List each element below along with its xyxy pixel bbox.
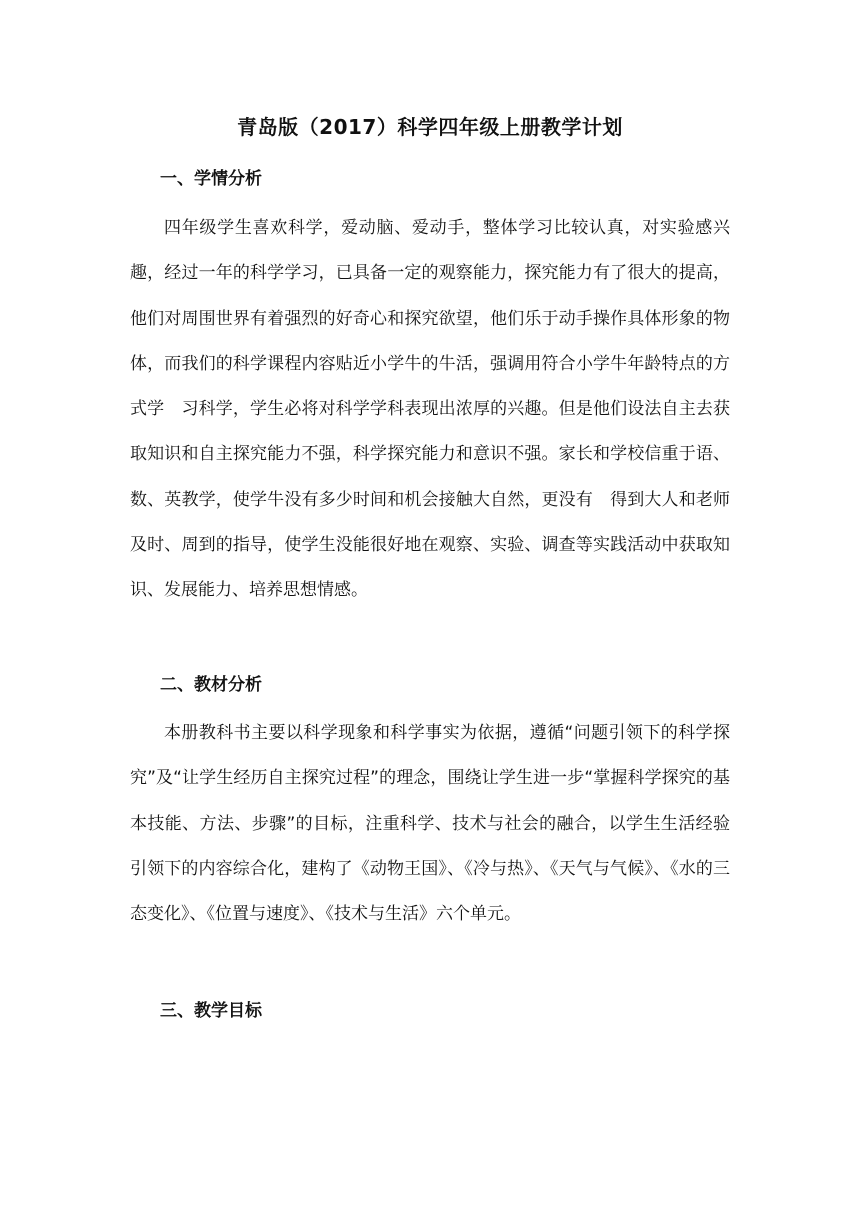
section-heading-learning-analysis: 一、学情分析 <box>160 169 262 189</box>
section-paragraph-learning-analysis: 四年级学生喜欢科学，爱动脑、爱动手，整体学习比较认真，对实验感兴趣，经过一年的科学学习，已具备一定的观察能力，探究能力有了很大的提高，他们对周围世界有着强烈的好奇心和探究欲望，他们乐于动手操作具体形象的物体，而我们的科学课程内容贴近小学牛的牛活，强调用符合小学牛年龄特点的方式学 习科学，学生必将对科学学科表现出浓厚的兴趣。但是他们设法自主去获取知识和自主探究能力不强，科学探究能力和意识不强。家长和学校信重于语、数、英教学，使学牛没有多少时间和机会接触大自然，更没有 得到大人和老师及时、周到的指导，使学生没能很好地在观察、实验、调查等实践活动中获取知识、发展能力、培养思想情感。 <box>130 218 730 601</box>
section-paragraph-textbook-analysis: 本册教科书主要以科学现象和科学事实为依据，遵循“问题引领下的科学探究”及“让学生经历自主探究过程”的理念，围绕让学生进一步“掌握科学探究的基本技能、方法、步骤”的目标，注重科学、技术与社会的融合，以学生生活经验引领下的内容综合化，建构了《动物王国》、《冷与热》、《天气与气候》、《水的三态变化》、《位置与速度》、《技术与生活》六个单元。 <box>130 723 730 925</box>
section-heading-teaching-goals: 三、教学目标 <box>160 1001 262 1021</box>
document-title: 青岛版（2017）科学四年级上册教学计划 <box>237 115 623 139</box>
section-heading-textbook-analysis: 二、教材分析 <box>160 675 262 695</box>
